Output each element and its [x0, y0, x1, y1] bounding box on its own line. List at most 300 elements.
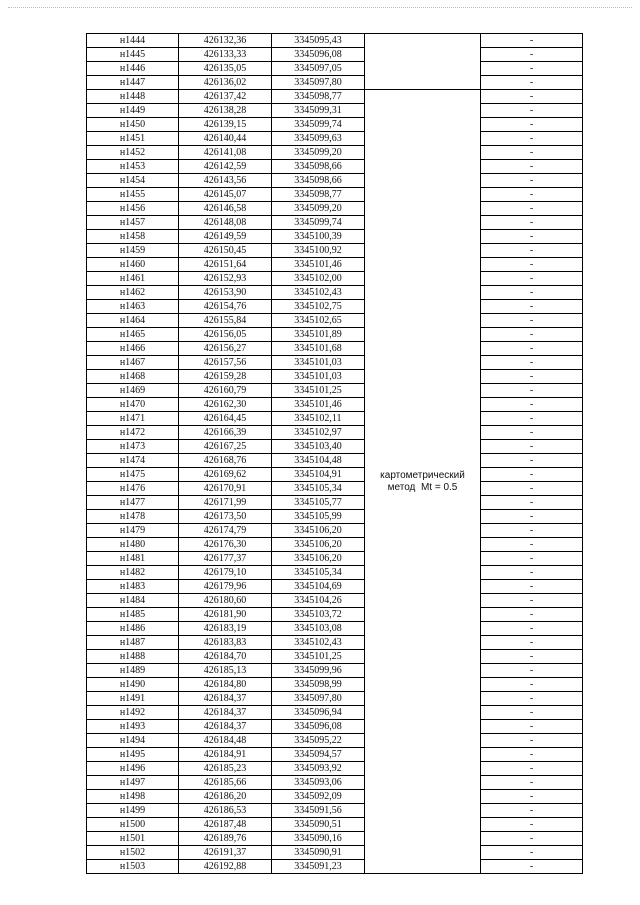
note-dash-cell: - [481, 328, 583, 342]
y-coordinate-cell: 3345101,89 [272, 328, 365, 342]
table-row [87, 132, 583, 146]
x-coordinate-cell: 426132,36 [179, 34, 272, 48]
point-name-cell: н1503 [87, 860, 179, 874]
point-name-cell: н1496 [87, 762, 179, 776]
table-row [87, 370, 583, 384]
x-coordinate-cell: 426184,37 [179, 692, 272, 706]
x-coordinate-cell: 426191,37 [179, 846, 272, 860]
note-dash-cell: - [481, 174, 583, 188]
y-coordinate-cell: 3345102,43 [272, 636, 365, 650]
table-row [87, 286, 583, 300]
y-coordinate-cell: 3345100,39 [272, 230, 365, 244]
note-dash-cell: - [481, 622, 583, 636]
note-dash-cell: - [481, 384, 583, 398]
x-coordinate-cell: 426164,45 [179, 412, 272, 426]
note-dash-cell: - [481, 188, 583, 202]
x-coordinate-cell: 426192,88 [179, 860, 272, 874]
note-dash-cell: - [481, 552, 583, 566]
y-coordinate-cell: 3345095,43 [272, 34, 365, 48]
x-coordinate-cell: 426146,58 [179, 202, 272, 216]
table-row [87, 846, 583, 860]
point-name-cell: н1500 [87, 818, 179, 832]
note-dash-cell: - [481, 146, 583, 160]
note-dash-cell: - [481, 608, 583, 622]
table-row [87, 356, 583, 370]
x-coordinate-cell: 426135,05 [179, 62, 272, 76]
note-dash-cell: - [481, 678, 583, 692]
x-coordinate-cell: 426133,33 [179, 48, 272, 62]
y-coordinate-cell: 3345096,94 [272, 706, 365, 720]
point-name-cell: н1466 [87, 342, 179, 356]
point-name-cell: н1462 [87, 286, 179, 300]
point-name-cell: н1456 [87, 202, 179, 216]
point-name-cell: н1487 [87, 636, 179, 650]
note-dash-cell: - [481, 202, 583, 216]
y-coordinate-cell: 3345104,48 [272, 454, 365, 468]
point-name-cell: н1465 [87, 328, 179, 342]
note-dash-cell: - [481, 650, 583, 664]
note-dash-cell: - [481, 860, 583, 874]
point-name-cell: н1489 [87, 664, 179, 678]
note-dash-cell: - [481, 398, 583, 412]
y-coordinate-cell: 3345101,46 [272, 398, 365, 412]
table-row [87, 188, 583, 202]
point-name-cell: н1471 [87, 412, 179, 426]
y-coordinate-cell: 3345101,03 [272, 370, 365, 384]
note-dash-cell: - [481, 692, 583, 706]
point-name-cell: н1501 [87, 832, 179, 846]
x-coordinate-cell: 426186,53 [179, 804, 272, 818]
table-row [87, 34, 583, 48]
y-coordinate-cell: 3345093,92 [272, 762, 365, 776]
point-name-cell: н1477 [87, 496, 179, 510]
point-name-cell: н1473 [87, 440, 179, 454]
note-dash-cell: - [481, 272, 583, 286]
table-row [87, 440, 583, 454]
y-coordinate-cell: 3345104,69 [272, 580, 365, 594]
table-row [87, 552, 583, 566]
table-row [87, 160, 583, 174]
table-row [87, 244, 583, 258]
coordinates-table-body [87, 34, 583, 874]
table-row [87, 636, 583, 650]
x-coordinate-cell: 426145,07 [179, 188, 272, 202]
x-coordinate-cell: 426137,42 [179, 90, 272, 104]
table-row [87, 468, 583, 482]
point-name-cell: н1486 [87, 622, 179, 636]
x-coordinate-cell: 426155,84 [179, 314, 272, 328]
note-dash-cell: - [481, 216, 583, 230]
y-coordinate-cell: 3345105,99 [272, 510, 365, 524]
note-dash-cell: - [481, 482, 583, 496]
x-coordinate-cell: 426160,79 [179, 384, 272, 398]
y-coordinate-cell: 3345101,68 [272, 342, 365, 356]
x-coordinate-cell: 426186,20 [179, 790, 272, 804]
x-coordinate-cell: 426157,56 [179, 356, 272, 370]
table-row [87, 314, 583, 328]
note-dash-cell: - [481, 258, 583, 272]
x-coordinate-cell: 426179,10 [179, 566, 272, 580]
x-coordinate-cell: 426143,56 [179, 174, 272, 188]
y-coordinate-cell: 3345105,77 [272, 496, 365, 510]
point-name-cell: н1446 [87, 62, 179, 76]
y-coordinate-cell: 3345097,05 [272, 62, 365, 76]
x-coordinate-cell: 426183,19 [179, 622, 272, 636]
point-name-cell: н1483 [87, 580, 179, 594]
point-name-cell: н1478 [87, 510, 179, 524]
table-row [87, 300, 583, 314]
note-dash-cell: - [481, 160, 583, 174]
table-row [87, 342, 583, 356]
point-name-cell: н1453 [87, 160, 179, 174]
table-row [87, 118, 583, 132]
method-cell-top [365, 34, 481, 90]
table-row [87, 692, 583, 706]
x-coordinate-cell: 426176,30 [179, 538, 272, 552]
note-dash-cell: - [481, 524, 583, 538]
note-dash-cell: - [481, 832, 583, 846]
table-row [87, 734, 583, 748]
table-row [87, 454, 583, 468]
x-coordinate-cell: 426152,93 [179, 272, 272, 286]
x-coordinate-cell: 426136,02 [179, 76, 272, 90]
note-dash-cell: - [481, 230, 583, 244]
y-coordinate-cell: 3345096,08 [272, 48, 365, 62]
point-name-cell: н1469 [87, 384, 179, 398]
x-coordinate-cell: 426184,37 [179, 706, 272, 720]
note-dash-cell: - [481, 468, 583, 482]
note-dash-cell: - [481, 370, 583, 384]
y-coordinate-cell: 3345101,03 [272, 356, 365, 370]
point-name-cell: н1485 [87, 608, 179, 622]
y-coordinate-cell: 3345097,80 [272, 76, 365, 90]
note-dash-cell: - [481, 776, 583, 790]
note-dash-cell: - [481, 104, 583, 118]
x-coordinate-cell: 426184,80 [179, 678, 272, 692]
note-dash-cell: - [481, 342, 583, 356]
y-coordinate-cell: 3345103,72 [272, 608, 365, 622]
y-coordinate-cell: 3345098,77 [272, 90, 365, 104]
point-name-cell: н1451 [87, 132, 179, 146]
point-name-cell: н1447 [87, 76, 179, 90]
table-row [87, 818, 583, 832]
y-coordinate-cell: 3345103,40 [272, 440, 365, 454]
point-name-cell: н1463 [87, 300, 179, 314]
note-dash-cell: - [481, 48, 583, 62]
x-coordinate-cell: 426189,76 [179, 832, 272, 846]
table-row [87, 272, 583, 286]
y-coordinate-cell: 3345106,20 [272, 552, 365, 566]
note-dash-cell: - [481, 300, 583, 314]
note-dash-cell: - [481, 818, 583, 832]
y-coordinate-cell: 3345102,00 [272, 272, 365, 286]
note-dash-cell: - [481, 454, 583, 468]
point-name-cell: н1492 [87, 706, 179, 720]
x-coordinate-cell: 426184,70 [179, 650, 272, 664]
y-coordinate-cell: 3345102,97 [272, 426, 365, 440]
table-row [87, 104, 583, 118]
note-dash-cell: - [481, 356, 583, 370]
point-name-cell: н1467 [87, 356, 179, 370]
y-coordinate-cell: 3345090,51 [272, 818, 365, 832]
point-name-cell: н1464 [87, 314, 179, 328]
table-row [87, 790, 583, 804]
x-coordinate-cell: 426179,96 [179, 580, 272, 594]
note-dash-cell: - [481, 566, 583, 580]
table-row [87, 720, 583, 734]
note-dash-cell: - [481, 664, 583, 678]
point-name-cell: н1470 [87, 398, 179, 412]
point-name-cell: н1480 [87, 538, 179, 552]
table-row [87, 538, 583, 552]
x-coordinate-cell: 426173,50 [179, 510, 272, 524]
x-coordinate-cell: 426184,37 [179, 720, 272, 734]
table-row [87, 90, 583, 104]
note-dash-cell: - [481, 706, 583, 720]
note-dash-cell: - [481, 76, 583, 90]
table-row [87, 482, 583, 496]
y-coordinate-cell: 3345099,20 [272, 146, 365, 160]
x-coordinate-cell: 426149,59 [179, 230, 272, 244]
y-coordinate-cell: 3345098,99 [272, 678, 365, 692]
point-name-cell: н1488 [87, 650, 179, 664]
table-row [87, 566, 583, 580]
point-name-cell: н1493 [87, 720, 179, 734]
point-name-cell: н1444 [87, 34, 179, 48]
point-name-cell: н1481 [87, 552, 179, 566]
table-row [87, 622, 583, 636]
table-row [87, 384, 583, 398]
x-coordinate-cell: 426148,08 [179, 216, 272, 230]
x-coordinate-cell: 426142,59 [179, 160, 272, 174]
x-coordinate-cell: 426187,48 [179, 818, 272, 832]
table-row [87, 706, 583, 720]
method-line-1: картометрический [380, 469, 465, 481]
y-coordinate-cell: 3345106,20 [272, 538, 365, 552]
note-dash-cell: - [481, 440, 583, 454]
y-coordinate-cell: 3345091,56 [272, 804, 365, 818]
point-name-cell: н1445 [87, 48, 179, 62]
x-coordinate-cell: 426184,48 [179, 734, 272, 748]
y-coordinate-cell: 3345099,96 [272, 664, 365, 678]
note-dash-cell: - [481, 636, 583, 650]
table-row [87, 412, 583, 426]
point-name-cell: н1479 [87, 524, 179, 538]
x-coordinate-cell: 426170,91 [179, 482, 272, 496]
y-coordinate-cell: 3345105,34 [272, 482, 365, 496]
table-row [87, 594, 583, 608]
table-row [87, 328, 583, 342]
x-coordinate-cell: 426156,05 [179, 328, 272, 342]
x-coordinate-cell: 426185,66 [179, 776, 272, 790]
note-dash-cell: - [481, 62, 583, 76]
point-name-cell: н1497 [87, 776, 179, 790]
y-coordinate-cell: 3345098,66 [272, 174, 365, 188]
point-name-cell: н1482 [87, 566, 179, 580]
x-coordinate-cell: 426169,62 [179, 468, 272, 482]
point-name-cell: н1476 [87, 482, 179, 496]
y-coordinate-cell: 3345101,25 [272, 650, 365, 664]
table-row [87, 62, 583, 76]
y-coordinate-cell: 3345090,16 [272, 832, 365, 846]
y-coordinate-cell: 3345099,31 [272, 104, 365, 118]
x-coordinate-cell: 426166,39 [179, 426, 272, 440]
x-coordinate-cell: 426167,25 [179, 440, 272, 454]
x-coordinate-cell: 426162,30 [179, 398, 272, 412]
point-name-cell: н1448 [87, 90, 179, 104]
x-coordinate-cell: 426183,83 [179, 636, 272, 650]
note-dash-cell: - [481, 804, 583, 818]
point-name-cell: н1474 [87, 454, 179, 468]
x-coordinate-cell: 426138,28 [179, 104, 272, 118]
y-coordinate-cell: 3345096,08 [272, 720, 365, 734]
y-coordinate-cell: 3345102,65 [272, 314, 365, 328]
x-coordinate-cell: 426154,76 [179, 300, 272, 314]
note-dash-cell: - [481, 538, 583, 552]
note-dash-cell: - [481, 762, 583, 776]
point-name-cell: н1458 [87, 230, 179, 244]
table-row [87, 524, 583, 538]
y-coordinate-cell: 3345102,11 [272, 412, 365, 426]
method-cell [365, 90, 481, 874]
x-coordinate-cell: 426185,23 [179, 762, 272, 776]
y-coordinate-cell: 3345092,09 [272, 790, 365, 804]
table-row [87, 496, 583, 510]
y-coordinate-cell: 3345099,63 [272, 132, 365, 146]
coordinates-table [86, 33, 583, 874]
table-row [87, 748, 583, 762]
y-coordinate-cell: 3345095,22 [272, 734, 365, 748]
y-coordinate-cell: 3345094,57 [272, 748, 365, 762]
y-coordinate-cell: 3345102,75 [272, 300, 365, 314]
note-dash-cell: - [481, 90, 583, 104]
y-coordinate-cell: 3345090,91 [272, 846, 365, 860]
x-coordinate-cell: 426156,27 [179, 342, 272, 356]
point-name-cell: н1475 [87, 468, 179, 482]
note-dash-cell: - [481, 580, 583, 594]
point-name-cell: н1490 [87, 678, 179, 692]
note-dash-cell: - [481, 496, 583, 510]
table-row [87, 510, 583, 524]
note-dash-cell: - [481, 734, 583, 748]
note-dash-cell: - [481, 510, 583, 524]
x-coordinate-cell: 426180,60 [179, 594, 272, 608]
x-coordinate-cell: 426139,15 [179, 118, 272, 132]
note-dash-cell: - [481, 132, 583, 146]
table-row [87, 608, 583, 622]
note-dash-cell: - [481, 34, 583, 48]
y-coordinate-cell: 3345100,92 [272, 244, 365, 258]
table-row [87, 398, 583, 412]
y-coordinate-cell: 3345098,66 [272, 160, 365, 174]
point-name-cell: н1494 [87, 734, 179, 748]
x-coordinate-cell: 426159,28 [179, 370, 272, 384]
table-row [87, 580, 583, 594]
point-name-cell: н1498 [87, 790, 179, 804]
y-coordinate-cell: 3345097,80 [272, 692, 365, 706]
point-name-cell: н1450 [87, 118, 179, 132]
table-row [87, 202, 583, 216]
point-name-cell: н1457 [87, 216, 179, 230]
table-row [87, 230, 583, 244]
point-name-cell: н1461 [87, 272, 179, 286]
x-coordinate-cell: 426141,08 [179, 146, 272, 160]
note-dash-cell: - [481, 314, 583, 328]
x-coordinate-cell: 426184,91 [179, 748, 272, 762]
table-row [87, 832, 583, 846]
point-name-cell: н1491 [87, 692, 179, 706]
x-coordinate-cell: 426174,79 [179, 524, 272, 538]
note-dash-cell: - [481, 244, 583, 258]
y-coordinate-cell: 3345106,20 [272, 524, 365, 538]
point-name-cell: н1449 [87, 104, 179, 118]
y-coordinate-cell: 3345098,77 [272, 188, 365, 202]
table-row [87, 762, 583, 776]
x-coordinate-cell: 426150,45 [179, 244, 272, 258]
point-name-cell: н1484 [87, 594, 179, 608]
note-dash-cell: - [481, 426, 583, 440]
x-coordinate-cell: 426181,90 [179, 608, 272, 622]
point-name-cell: н1452 [87, 146, 179, 160]
x-coordinate-cell: 426185,13 [179, 664, 272, 678]
point-name-cell: н1454 [87, 174, 179, 188]
table-row [87, 860, 583, 874]
x-coordinate-cell: 426168,76 [179, 454, 272, 468]
note-dash-cell: - [481, 594, 583, 608]
y-coordinate-cell: 3345091,23 [272, 860, 365, 874]
table-row [87, 76, 583, 90]
note-dash-cell: - [481, 286, 583, 300]
y-coordinate-cell: 3345103,08 [272, 622, 365, 636]
point-name-cell: н1499 [87, 804, 179, 818]
y-coordinate-cell: 3345099,74 [272, 216, 365, 230]
x-coordinate-cell: 426151,64 [179, 258, 272, 272]
point-name-cell: н1460 [87, 258, 179, 272]
y-coordinate-cell: 3345105,34 [272, 566, 365, 580]
note-dash-cell: - [481, 720, 583, 734]
point-name-cell: н1468 [87, 370, 179, 384]
x-coordinate-cell: 426177,37 [179, 552, 272, 566]
note-dash-cell: - [481, 412, 583, 426]
point-name-cell: н1495 [87, 748, 179, 762]
y-coordinate-cell: 3345101,46 [272, 258, 365, 272]
y-coordinate-cell: 3345104,26 [272, 594, 365, 608]
x-coordinate-cell: 426140,44 [179, 132, 272, 146]
table-row [87, 804, 583, 818]
note-dash-cell: - [481, 846, 583, 860]
point-name-cell: н1455 [87, 188, 179, 202]
table-row [87, 426, 583, 440]
table-row [87, 258, 583, 272]
table-row [87, 678, 583, 692]
page-top-rule [8, 7, 632, 8]
y-coordinate-cell: 3345104,91 [272, 468, 365, 482]
method-line-2: метод Mt = 0.5 [387, 481, 458, 493]
y-coordinate-cell: 3345101,25 [272, 384, 365, 398]
table-row [87, 650, 583, 664]
note-dash-cell: - [481, 748, 583, 762]
table-row [87, 776, 583, 790]
y-coordinate-cell: 3345093,06 [272, 776, 365, 790]
table-row [87, 216, 583, 230]
point-name-cell: н1459 [87, 244, 179, 258]
point-name-cell: н1502 [87, 846, 179, 860]
y-coordinate-cell: 3345099,74 [272, 118, 365, 132]
note-dash-cell: - [481, 790, 583, 804]
y-coordinate-cell: 3345102,43 [272, 286, 365, 300]
table-row [87, 146, 583, 160]
point-name-cell: н1472 [87, 426, 179, 440]
